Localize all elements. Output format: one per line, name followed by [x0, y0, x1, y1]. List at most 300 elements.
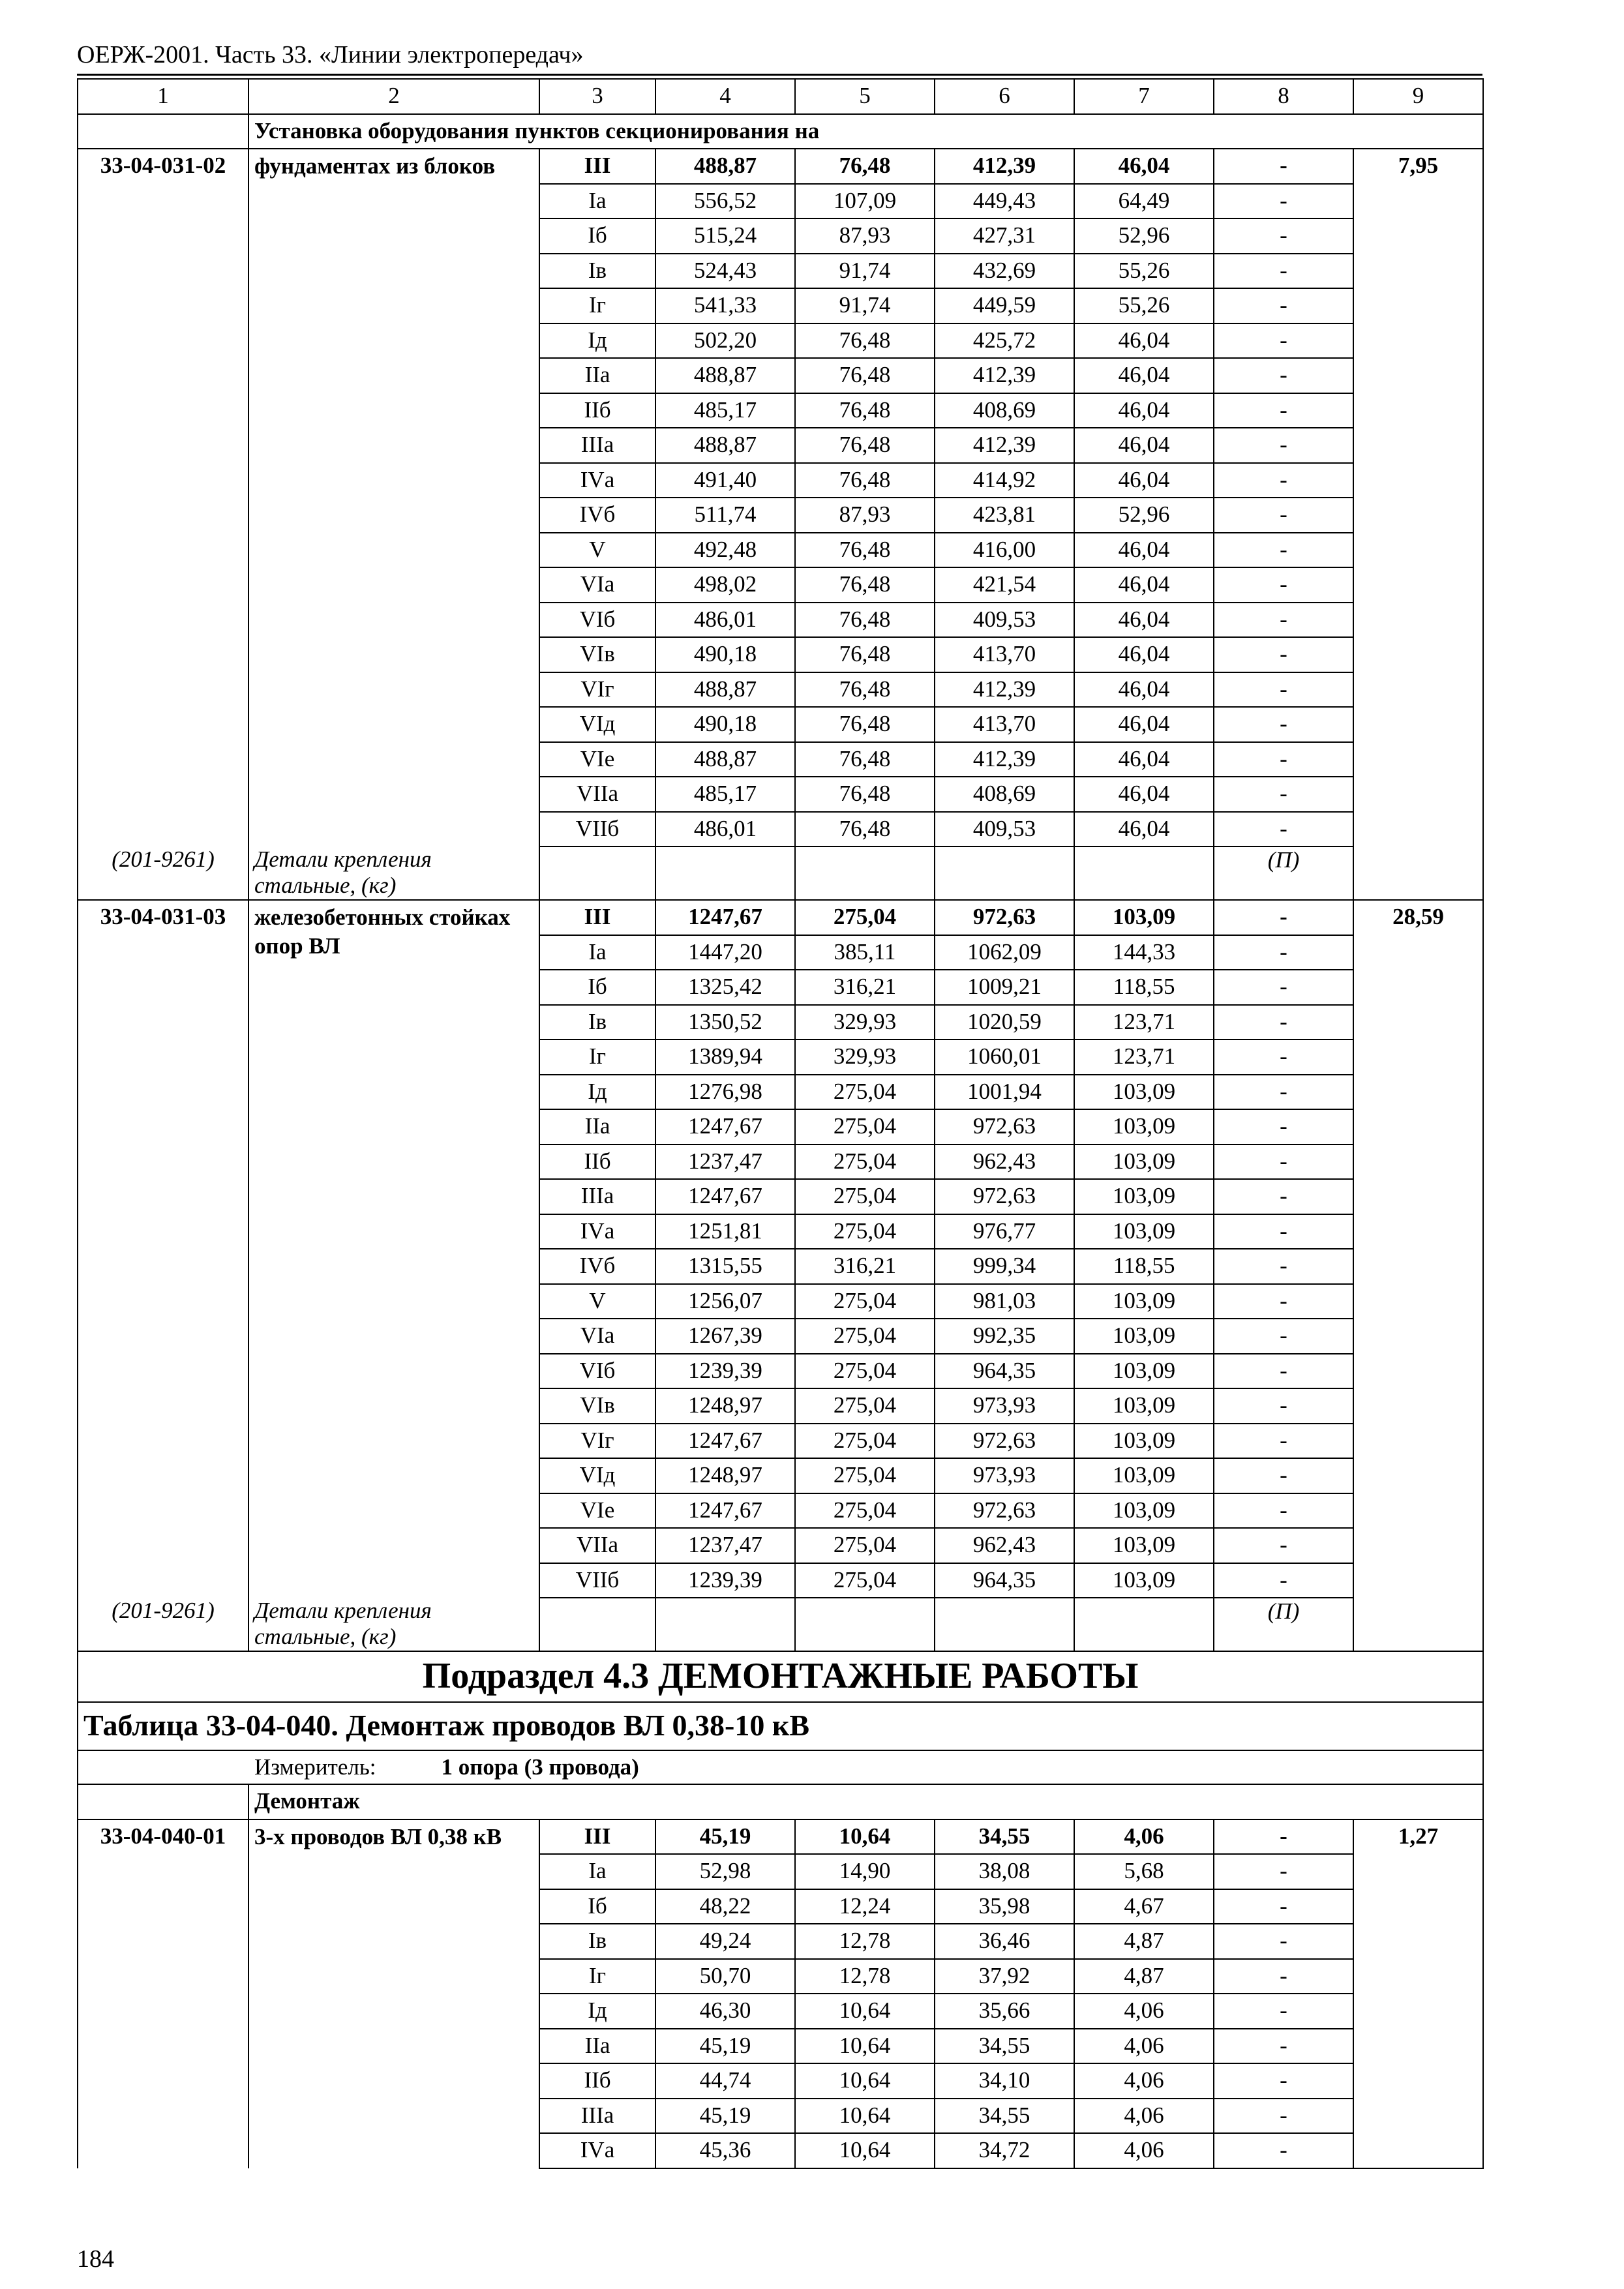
- detail-code: (201-9261): [78, 846, 248, 900]
- column-number: 2: [248, 79, 539, 114]
- table-cell: [78, 1784, 248, 1819]
- value-cell: -: [1214, 637, 1353, 672]
- empty-cell: [78, 1144, 248, 1180]
- value-cell: 412,39: [935, 428, 1074, 463]
- value-cell: -: [1214, 498, 1353, 533]
- empty-cell: [78, 2099, 248, 2134]
- value-cell: 1267,39: [655, 1319, 795, 1354]
- value-cell: 4,06: [1074, 2099, 1214, 2134]
- value-cell: 972,63: [935, 1424, 1074, 1459]
- value-cell: 414,92: [935, 463, 1074, 498]
- value-cell: 385,11: [795, 935, 935, 970]
- value-cell: 76,48: [795, 637, 935, 672]
- region-cell: V: [539, 1284, 655, 1319]
- value-cell: 12,24: [795, 1889, 935, 1924]
- col9-value: 28,59: [1353, 900, 1483, 1651]
- value-cell: 275,04: [795, 1354, 935, 1389]
- empty-cell: [78, 463, 248, 498]
- value-cell: -: [1214, 1458, 1353, 1493]
- region-cell: IVб: [539, 1249, 655, 1284]
- value-cell: 964,35: [935, 1354, 1074, 1389]
- empty-cell: [795, 846, 935, 900]
- region-cell: VIа: [539, 1319, 655, 1354]
- value-cell: 412,39: [935, 149, 1074, 184]
- empty-cell: [78, 603, 248, 638]
- rate-name: железобетонных стойках опор ВЛ: [248, 900, 539, 1598]
- empty-cell: [78, 1354, 248, 1389]
- value-cell: 316,21: [795, 970, 935, 1005]
- value-cell: 103,09: [1074, 1528, 1214, 1563]
- region-cell: Iа: [539, 935, 655, 970]
- value-cell: -: [1214, 1854, 1353, 1889]
- value-cell: 1247,67: [655, 1179, 795, 1214]
- rate-name: фундаментах из блоков: [248, 149, 539, 846]
- value-cell: 492,48: [655, 533, 795, 568]
- value-cell: -: [1214, 812, 1353, 847]
- table-row: [78, 900, 1483, 935]
- empty-cell: [78, 288, 248, 323]
- value-cell: 976,77: [935, 1214, 1074, 1249]
- region-cell: Iб: [539, 970, 655, 1005]
- empty-cell: [78, 1075, 248, 1110]
- value-cell: 76,48: [795, 812, 935, 847]
- value-cell: 502,20: [655, 323, 795, 359]
- region-cell: IIIа: [539, 2099, 655, 2134]
- value-cell: -: [1214, 1994, 1353, 2029]
- value-cell: 408,69: [935, 393, 1074, 428]
- empty-cell: [655, 846, 795, 900]
- empty-cell: [78, 1458, 248, 1493]
- empty-cell: [78, 1563, 248, 1598]
- empty-cell: [78, 742, 248, 777]
- empty-cell: [78, 1179, 248, 1214]
- value-cell: 45,19: [655, 2029, 795, 2064]
- running-header: ОЕРЖ-2001. Часть 33. «Линии электропередач»: [77, 41, 584, 68]
- region-cell: VIб: [539, 603, 655, 638]
- value-cell: 972,63: [935, 1109, 1074, 1144]
- region-cell: IIа: [539, 1109, 655, 1144]
- value-cell: 4,06: [1074, 2029, 1214, 2064]
- value-cell: 103,09: [1074, 1284, 1214, 1319]
- value-cell: -: [1214, 1005, 1353, 1040]
- empty-cell: [78, 1924, 248, 1959]
- region-cell: VIв: [539, 1388, 655, 1424]
- value-cell: 972,63: [935, 1179, 1074, 1214]
- value-cell: 46,04: [1074, 393, 1214, 428]
- value-cell: 46,04: [1074, 323, 1214, 359]
- col9-value: 7,95: [1353, 149, 1483, 900]
- region-cell: Iд: [539, 323, 655, 359]
- value-cell: 962,43: [935, 1528, 1074, 1563]
- region-cell: V: [539, 533, 655, 568]
- column-number: 8: [1214, 79, 1353, 114]
- value-cell: 329,93: [795, 1040, 935, 1075]
- value-cell: 1276,98: [655, 1075, 795, 1110]
- value-cell: -: [1214, 1249, 1353, 1284]
- value-cell: -: [1214, 1889, 1353, 1924]
- value-cell: 46,04: [1074, 707, 1214, 742]
- value-cell: -: [1214, 970, 1353, 1005]
- region-cell: VIг: [539, 672, 655, 708]
- value-cell: 972,63: [935, 900, 1074, 935]
- value-cell: 275,04: [795, 1493, 935, 1529]
- value-cell: -: [1214, 1388, 1353, 1424]
- value-cell: 76,48: [795, 323, 935, 359]
- value-cell: -: [1214, 1528, 1353, 1563]
- value-cell: 76,48: [795, 707, 935, 742]
- region-cell: Iд: [539, 1075, 655, 1110]
- value-cell: 103,09: [1074, 1458, 1214, 1493]
- region-cell: Iд: [539, 1994, 655, 2029]
- value-cell: 103,09: [1074, 1214, 1214, 1249]
- value-cell: 1062,09: [935, 935, 1074, 970]
- empty-cell: [78, 323, 248, 359]
- empty-cell: [795, 1598, 935, 1651]
- empty-cell: [78, 777, 248, 812]
- value-cell: 118,55: [1074, 970, 1214, 1005]
- value-cell: 103,09: [1074, 1075, 1214, 1110]
- value-cell: 103,09: [1074, 1424, 1214, 1459]
- value-cell: -: [1214, 393, 1353, 428]
- region-cell: VIIа: [539, 1528, 655, 1563]
- value-cell: 1247,67: [655, 900, 795, 935]
- empty-cell: [1074, 1598, 1214, 1651]
- measure-row: [78, 1750, 1483, 1784]
- region-cell: IIб: [539, 1144, 655, 1180]
- value-cell: 4,87: [1074, 1959, 1214, 1994]
- value-cell: 973,93: [935, 1388, 1074, 1424]
- value-cell: 5,68: [1074, 1854, 1214, 1889]
- measure-cell: [78, 1750, 1483, 1784]
- region-cell: VIд: [539, 1458, 655, 1493]
- region-cell: IVа: [539, 463, 655, 498]
- value-cell: 412,39: [935, 742, 1074, 777]
- value-cell: -: [1214, 567, 1353, 603]
- value-cell: 50,70: [655, 1959, 795, 1994]
- value-cell: 511,74: [655, 498, 795, 533]
- value-cell: -: [1214, 149, 1353, 184]
- empty-cell: [78, 2133, 248, 2168]
- empty-cell: [78, 1109, 248, 1144]
- empty-cell: [78, 254, 248, 289]
- detail-code: (201-9261): [78, 1598, 248, 1651]
- region-cell: VIIа: [539, 777, 655, 812]
- empty-cell: [935, 1598, 1074, 1651]
- value-cell: 35,98: [935, 1889, 1074, 1924]
- column-number: 1: [78, 79, 248, 114]
- value-cell: 972,63: [935, 1493, 1074, 1529]
- value-cell: -: [1214, 1109, 1353, 1144]
- value-cell: 488,87: [655, 742, 795, 777]
- value-cell: 103,09: [1074, 1563, 1214, 1598]
- region-cell: Iа: [539, 184, 655, 219]
- value-cell: -: [1214, 358, 1353, 393]
- table-row: [78, 1819, 1483, 1855]
- empty-cell: [1074, 846, 1214, 900]
- value-cell: 1009,21: [935, 970, 1074, 1005]
- value-cell: 4,06: [1074, 1819, 1214, 1855]
- empty-cell: [78, 1854, 248, 1889]
- empty-cell: [78, 812, 248, 847]
- value-cell: 4,87: [1074, 1924, 1214, 1959]
- value-cell: -: [1214, 2133, 1353, 2168]
- value-cell: 413,70: [935, 637, 1074, 672]
- value-cell: 1020,59: [935, 1005, 1074, 1040]
- value-cell: 1247,67: [655, 1424, 795, 1459]
- empty-cell: [539, 846, 655, 900]
- value-cell: 45,19: [655, 2099, 795, 2134]
- rate-code: 33-04-031-02: [78, 149, 248, 184]
- value-cell: -: [1214, 1354, 1353, 1389]
- value-cell: 4,06: [1074, 2063, 1214, 2099]
- empty-cell: [78, 184, 248, 219]
- value-cell: 76,48: [795, 603, 935, 638]
- value-cell: 409,53: [935, 812, 1074, 847]
- value-cell: 34,72: [935, 2133, 1074, 2168]
- header-rule: [77, 74, 1482, 76]
- empty-cell: [78, 1889, 248, 1924]
- value-cell: 485,17: [655, 393, 795, 428]
- empty-cell: [78, 218, 248, 254]
- value-cell: 449,43: [935, 184, 1074, 219]
- empty-cell: [78, 935, 248, 970]
- value-cell: 275,04: [795, 1563, 935, 1598]
- region-cell: VIд: [539, 707, 655, 742]
- value-cell: 76,48: [795, 742, 935, 777]
- value-cell: 52,98: [655, 1854, 795, 1889]
- empty-cell: [78, 707, 248, 742]
- value-cell: 52,96: [1074, 218, 1214, 254]
- column-number: 5: [795, 79, 935, 114]
- column-number: 3: [539, 79, 655, 114]
- dismantle-label: Демонтаж: [248, 1784, 1483, 1819]
- column-number: 9: [1353, 79, 1483, 114]
- value-cell: -: [1214, 1924, 1353, 1959]
- value-cell: 486,01: [655, 603, 795, 638]
- value-cell: 76,48: [795, 567, 935, 603]
- empty-cell: [78, 533, 248, 568]
- detail-col8: (П): [1214, 1598, 1353, 1651]
- value-cell: -: [1214, 707, 1353, 742]
- value-cell: 1389,94: [655, 1040, 795, 1075]
- value-cell: -: [1214, 218, 1353, 254]
- value-cell: 275,04: [795, 1319, 935, 1354]
- value-cell: 275,04: [795, 1388, 935, 1424]
- subsection-title: Подраздел 4.3 ДЕМОНТАЖНЫЕ РАБОТЫ: [78, 1651, 1483, 1702]
- value-cell: 4,06: [1074, 1994, 1214, 2029]
- value-cell: 46,30: [655, 1994, 795, 2029]
- empty-cell: [78, 1284, 248, 1319]
- value-cell: 275,04: [795, 1144, 935, 1180]
- value-cell: 524,43: [655, 254, 795, 289]
- value-cell: 488,87: [655, 672, 795, 708]
- empty-cell: [78, 393, 248, 428]
- value-cell: 103,09: [1074, 1354, 1214, 1389]
- value-cell: 488,87: [655, 149, 795, 184]
- region-cell: IIб: [539, 393, 655, 428]
- value-cell: 1256,07: [655, 1284, 795, 1319]
- value-cell: 488,87: [655, 358, 795, 393]
- detail-name: Детали крепления стальные, (кг): [248, 1598, 539, 1651]
- value-cell: 46,04: [1074, 567, 1214, 603]
- detail-col8: (П): [1214, 846, 1353, 900]
- value-cell: 10,64: [795, 2133, 935, 2168]
- table-row: [78, 149, 1483, 184]
- value-cell: -: [1214, 323, 1353, 359]
- empty-cell: [935, 846, 1074, 900]
- value-cell: -: [1214, 533, 1353, 568]
- value-cell: -: [1214, 288, 1353, 323]
- value-cell: 1237,47: [655, 1528, 795, 1563]
- value-cell: 1248,97: [655, 1458, 795, 1493]
- value-cell: -: [1214, 1959, 1353, 1994]
- value-cell: 12,78: [795, 1924, 935, 1959]
- value-cell: 76,48: [795, 533, 935, 568]
- region-cell: IIб: [539, 2063, 655, 2099]
- empty-cell: [78, 1959, 248, 1994]
- value-cell: -: [1214, 603, 1353, 638]
- value-cell: 275,04: [795, 1424, 935, 1459]
- value-cell: 425,72: [935, 323, 1074, 359]
- value-cell: 103,09: [1074, 1109, 1214, 1144]
- value-cell: 449,59: [935, 288, 1074, 323]
- value-cell: -: [1214, 428, 1353, 463]
- value-cell: 1325,42: [655, 970, 795, 1005]
- value-cell: -: [1214, 935, 1353, 970]
- value-cell: 91,74: [795, 288, 935, 323]
- value-cell: 10,64: [795, 2063, 935, 2099]
- value-cell: 46,04: [1074, 672, 1214, 708]
- value-cell: 87,93: [795, 218, 935, 254]
- region-cell: III: [539, 1819, 655, 1855]
- value-cell: 107,09: [795, 184, 935, 219]
- region-cell: IIIа: [539, 1179, 655, 1214]
- empty-cell: [78, 358, 248, 393]
- value-cell: 103,09: [1074, 1493, 1214, 1529]
- region-cell: Iг: [539, 1959, 655, 1994]
- value-cell: 981,03: [935, 1284, 1074, 1319]
- region-cell: VIе: [539, 1493, 655, 1529]
- value-cell: 55,26: [1074, 254, 1214, 289]
- value-cell: 427,31: [935, 218, 1074, 254]
- value-cell: -: [1214, 1493, 1353, 1529]
- table-title: Таблица 33-04-040. Демонтаж проводов ВЛ 0,38-10 кВ: [78, 1702, 1483, 1750]
- value-cell: 1237,47: [655, 1144, 795, 1180]
- empty-cell: [78, 567, 248, 603]
- region-cell: VIа: [539, 567, 655, 603]
- value-cell: 46,04: [1074, 533, 1214, 568]
- value-cell: -: [1214, 672, 1353, 708]
- value-cell: 118,55: [1074, 1249, 1214, 1284]
- value-cell: 1060,01: [935, 1040, 1074, 1075]
- region-cell: Iг: [539, 288, 655, 323]
- value-cell: 490,18: [655, 637, 795, 672]
- value-cell: 275,04: [795, 1109, 935, 1144]
- measure-label: Измеритель:: [254, 1754, 376, 1780]
- value-cell: 1239,39: [655, 1354, 795, 1389]
- value-cell: 12,78: [795, 1959, 935, 1994]
- value-cell: 123,71: [1074, 1040, 1214, 1075]
- value-cell: 1350,52: [655, 1005, 795, 1040]
- col9-value: 1,27: [1353, 1819, 1483, 2168]
- empty-cell: [78, 2063, 248, 2099]
- value-cell: 992,35: [935, 1319, 1074, 1354]
- empty-cell: [78, 1214, 248, 1249]
- value-cell: 91,74: [795, 254, 935, 289]
- value-cell: 38,08: [935, 1854, 1074, 1889]
- rate-code: 33-04-031-03: [78, 900, 248, 935]
- value-cell: 10,64: [795, 1994, 935, 2029]
- empty-cell: [78, 1528, 248, 1563]
- region-cell: Iв: [539, 254, 655, 289]
- value-cell: 46,04: [1074, 777, 1214, 812]
- value-cell: -: [1214, 1563, 1353, 1598]
- value-cell: 87,93: [795, 498, 935, 533]
- value-cell: -: [1214, 1179, 1353, 1214]
- value-cell: -: [1214, 777, 1353, 812]
- value-cell: 76,48: [795, 463, 935, 498]
- empty-cell: [78, 1388, 248, 1424]
- detail-name: Детали крепления стальные, (кг): [248, 846, 539, 900]
- value-cell: 103,09: [1074, 1319, 1214, 1354]
- region-cell: IIIа: [539, 428, 655, 463]
- empty-cell: [78, 1493, 248, 1529]
- value-cell: 103,09: [1074, 1144, 1214, 1180]
- rate-code: 33-04-040-01: [78, 1819, 248, 1855]
- value-cell: 1247,67: [655, 1109, 795, 1144]
- page-number: 184: [77, 2245, 114, 2273]
- value-cell: 45,36: [655, 2133, 795, 2168]
- value-cell: 36,46: [935, 1924, 1074, 1959]
- value-cell: 46,04: [1074, 358, 1214, 393]
- value-cell: 55,26: [1074, 288, 1214, 323]
- value-cell: 46,04: [1074, 742, 1214, 777]
- value-cell: -: [1214, 1424, 1353, 1459]
- empty-cell: [78, 970, 248, 1005]
- value-cell: 76,48: [795, 777, 935, 812]
- value-cell: 1247,67: [655, 1493, 795, 1529]
- value-cell: 46,04: [1074, 149, 1214, 184]
- value-cell: 144,33: [1074, 935, 1214, 970]
- value-cell: 46,04: [1074, 603, 1214, 638]
- table-title-row: [78, 1702, 1483, 1750]
- value-cell: 316,21: [795, 1249, 935, 1284]
- value-cell: 329,93: [795, 1005, 935, 1040]
- empty-cell: [78, 1994, 248, 2029]
- value-cell: -: [1214, 2099, 1353, 2134]
- value-cell: 486,01: [655, 812, 795, 847]
- region-cell: III: [539, 900, 655, 935]
- empty-cell: [78, 1005, 248, 1040]
- region-cell: IIа: [539, 2029, 655, 2064]
- region-cell: VIIб: [539, 812, 655, 847]
- value-cell: 45,19: [655, 1819, 795, 1855]
- region-cell: VIIб: [539, 1563, 655, 1598]
- empty-cell: [78, 672, 248, 708]
- empty-cell: [78, 637, 248, 672]
- value-cell: 421,54: [935, 567, 1074, 603]
- region-cell: IIа: [539, 358, 655, 393]
- value-cell: 423,81: [935, 498, 1074, 533]
- empty-cell: [539, 1598, 655, 1651]
- value-cell: -: [1214, 2029, 1353, 2064]
- value-cell: 498,02: [655, 567, 795, 603]
- value-cell: 413,70: [935, 707, 1074, 742]
- value-cell: 412,39: [935, 358, 1074, 393]
- column-number: 7: [1074, 79, 1214, 114]
- region-cell: VIв: [539, 637, 655, 672]
- region-cell: VIг: [539, 1424, 655, 1459]
